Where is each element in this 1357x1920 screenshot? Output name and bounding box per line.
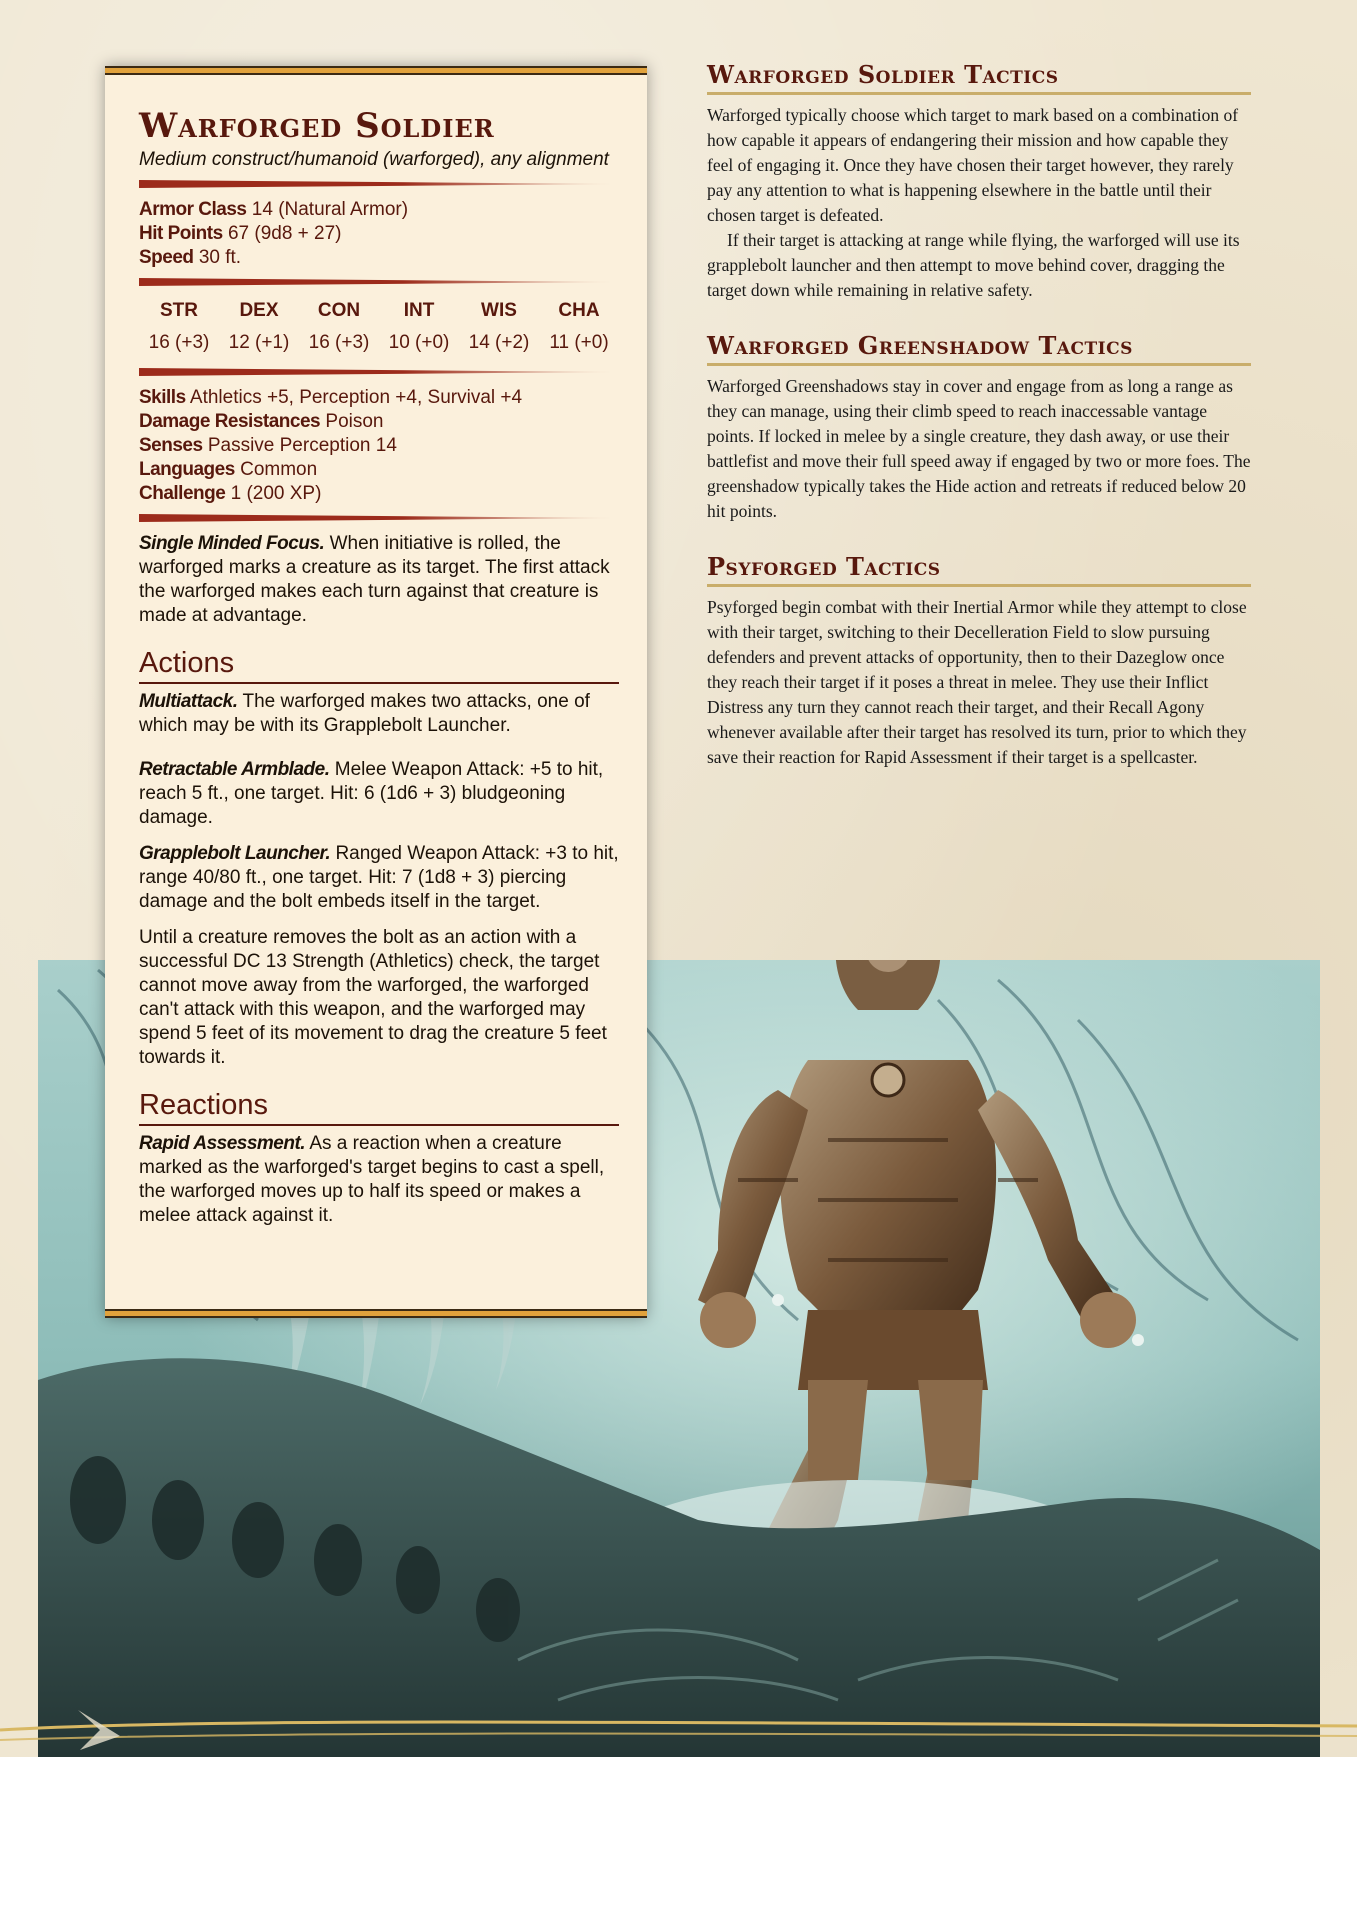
ability-score: 11 (+0)	[549, 332, 609, 353]
damage-resistances-value: Poison	[325, 411, 384, 432]
section-heading: Warforged Greenshadow Tactics	[707, 331, 1251, 366]
section-warforged-soldier-tactics	[707, 60, 1251, 303]
ability-str	[139, 296, 219, 360]
ability-con	[299, 296, 379, 360]
trait-single-minded-focus	[139, 532, 619, 628]
ability-name: STR	[160, 300, 198, 321]
skills	[139, 386, 619, 410]
action-multiattack	[139, 690, 619, 738]
challenge-value: 1 (200 XP)	[230, 483, 322, 504]
speed-label: Speed	[139, 247, 194, 268]
paragraph: Psyforged begin combat with their Inertial Armor while they attempt to close with their target, switching to their Decelleration Field to slow pursuing defenders and prevent attacks of opportunity, then to their Dazeglow once they reach their target if it poses a threat in melee. They use their Inflict Distress any turn they cannot reach their target, and their Recall Agony whenever available after their target has resolved its turn, prior to which they save their reaction for Rapid Assessment if their target is a spellcaster.	[707, 597, 1247, 767]
section-psyforged-tactics	[707, 552, 1251, 770]
actions-heading: Actions	[139, 644, 619, 684]
armor-class-value: 14 (Natural Armor)	[251, 199, 409, 220]
ability-score: 16 (+3)	[148, 332, 210, 353]
ability-name: CON	[317, 300, 361, 321]
speed	[139, 246, 619, 270]
tactics-column	[707, 60, 1251, 798]
senses-label: Senses	[139, 435, 203, 456]
tapered-rule	[139, 514, 619, 522]
footer-flourish	[0, 1700, 1357, 1757]
section-heading: Warforged Soldier Tactics	[707, 60, 1251, 95]
trait-name: Single Minded Focus.	[139, 533, 325, 554]
action-text: The warforged makes two attacks, one of which may be with its Grapplebolt Launcher.	[139, 691, 590, 736]
damage-resistances-label: Damage Resistances	[139, 411, 321, 432]
ability-score: 12 (+1)	[228, 332, 290, 353]
tapered-rule	[139, 368, 619, 376]
hit-points-value: 67 (9d8 + 27)	[227, 223, 342, 244]
speed-value: 30 ft.	[198, 247, 242, 268]
tapered-rule	[139, 278, 619, 286]
paragraph: Warforged Greenshadows stay in cover and engage from as long a range as they can manage, using their climb speed to reach inaccessable vantage points. If locked in melee by a single creature, they dash away, or use their battlefist and move their full speed away if engaged by two or more foes. The greenshadow typically takes the Hide action and retreats if reduced below 20 hit points.	[707, 376, 1251, 521]
languages	[139, 458, 619, 482]
trait-text: When initiative is rolled, the warforged marks a creature as its target. The first attack the warforged makes each turn against that creature is made at advantage.	[139, 533, 610, 626]
action-extra-text: Until a creature removes the bolt as an action with a successful DC 13 Strength (Athletics) check, the target cannot move away from the warforged, the warforged can't attack with this weapon, and the warforged may spend 5 feet of its movement to drag the creature 5 feet towards it.	[139, 927, 607, 1068]
ability-score: 16 (+3)	[308, 332, 370, 353]
reaction-rapid-assessment	[139, 1132, 619, 1228]
senses	[139, 434, 619, 458]
ability-scores	[139, 296, 619, 360]
reaction-text: As a reaction when a creature marked as the warforged's target begins to cast a spell, the warforged moves up to half its speed or makes a melee attack against it.	[139, 1133, 605, 1226]
skills-label: Skills	[139, 387, 186, 408]
ability-int	[379, 296, 459, 360]
skills-value: Athletics +5, Perception +4, Survival +4	[189, 387, 523, 408]
action-name: Multiattack.	[139, 691, 238, 712]
ability-name: WIS	[481, 300, 517, 321]
reaction-name: Rapid Assessment.	[139, 1133, 306, 1154]
ability-score: 10 (+0)	[388, 332, 450, 353]
languages-value: Common	[240, 459, 318, 480]
hit-points-label: Hit Points	[139, 223, 223, 244]
armor-class	[139, 198, 619, 222]
reactions-heading: Reactions	[139, 1086, 619, 1126]
senses-value: Passive Perception 14	[207, 435, 397, 456]
ability-score: 14 (+2)	[468, 332, 530, 353]
stat-block-bottom-bar	[105, 1309, 647, 1318]
armor-class-label: Armor Class	[139, 199, 247, 220]
action-name: Grapplebolt Launcher.	[139, 843, 331, 864]
action-text: Melee Weapon Attack: +5 to hit, reach 5 ft., one target. Hit: 6 (1d6 + 3) bludgeoning damage.	[139, 759, 604, 828]
action-name: Retractable Armblade.	[139, 759, 330, 780]
challenge	[139, 482, 619, 506]
ability-cha	[539, 296, 619, 360]
ability-wis	[459, 296, 539, 360]
action-grapplebolt-launcher	[139, 842, 619, 914]
section-warforged-greenshadow-tactics	[707, 331, 1251, 524]
ability-name: INT	[403, 300, 435, 321]
paragraph: Warforged typically choose which target to mark based on a combination of how capable it appears of endangering their mission and how capable they feel of engaging it. Once they have chosen their target however, they rarely pay any attention to what is happening elsewhere in the battle until their chosen target is defeated.	[707, 105, 1239, 225]
ability-dex	[219, 296, 299, 360]
hit-points	[139, 222, 619, 246]
ability-name: CHA	[558, 300, 600, 321]
creature-type-line: Medium construct/humanoid (warforged), any alignment	[139, 149, 609, 170]
action-text: Ranged Weapon Attack: +3 to hit, range 40/80 ft., one target. Hit: 7 (1d8 + 3) piercing damage and the bolt embeds itself in the target.	[139, 843, 619, 912]
stat-block-top-bar	[105, 66, 647, 75]
challenge-label: Challenge	[139, 483, 226, 504]
languages-label: Languages	[139, 459, 235, 480]
creature-name: Warforged Soldier	[139, 106, 495, 146]
action-retractable-armblade	[139, 758, 619, 830]
section-heading: Psyforged Tactics	[707, 552, 1251, 587]
stat-block	[105, 66, 647, 1318]
damage-resistances	[139, 410, 619, 434]
ability-name: DEX	[239, 300, 279, 321]
paragraph: If their target is attacking at range while flying, the warforged will use its grapplebolt launcher and then attempt to move behind cover, dragging the target down while remaining in relative safety.	[707, 230, 1240, 300]
tapered-rule	[139, 180, 619, 188]
